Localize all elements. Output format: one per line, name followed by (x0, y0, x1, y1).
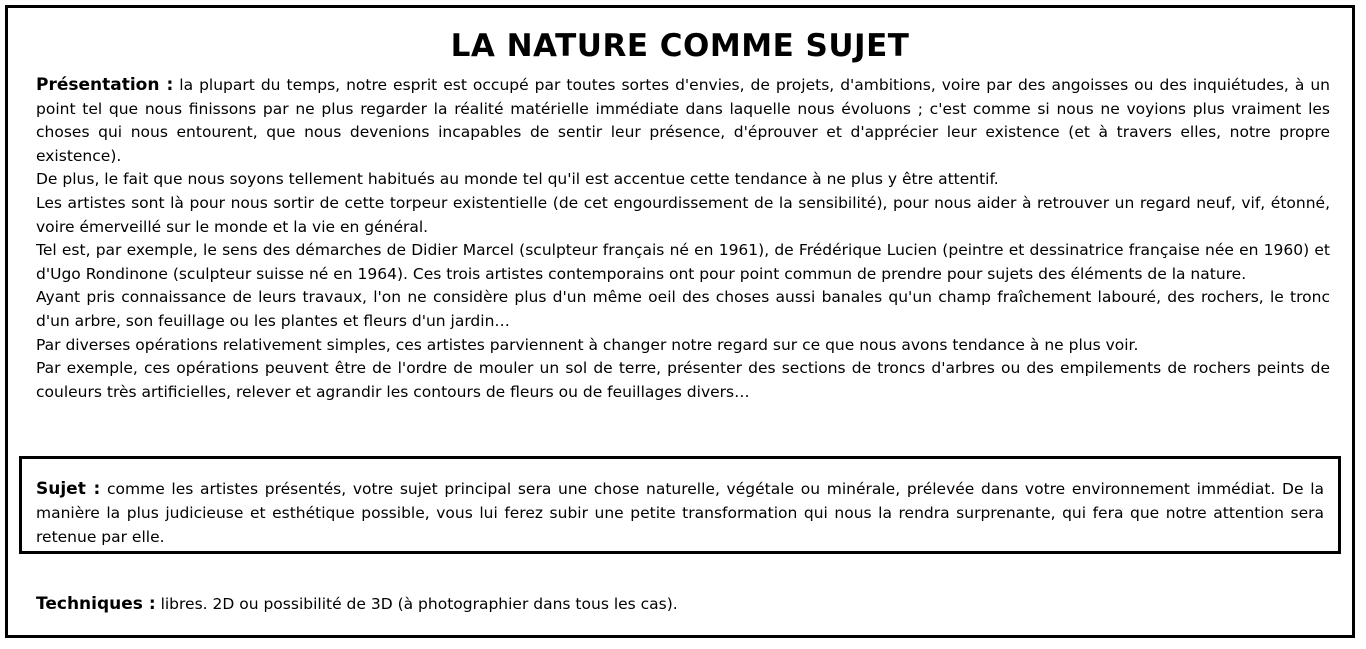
presentation-paragraph: Les artistes sont là pour nous sortir de cette torpeur existentielle (de cet engourdissement de la sensibilité), pour nous aider à retrouver un regard neuf, vif, étonné, voire émerveillé sur le monde et la vie en général. (36, 193, 1330, 236)
techniques-section (36, 592, 1330, 616)
presentation-paragraph: Par exemple, ces opérations peuvent être de l'ordre de mouler un sol de terre, présenter des sections de troncs d'arbres ou des empilements de rochers peints de couleurs très artificielles, relever et agrandir les contours de fleurs ou de feuillages divers… (36, 359, 1330, 401)
presentation-text: la plupart du temps, notre esprit est occupé par toutes sortes d'envies, de projets, d'ambitions, voire par des angoisses ou des inquiétudes, à un point tel que nous finissons par ne plus regarder la réalité matérielle immédiate dans laquelle nous évoluons ; c'est comme si nous ne voyions plus vraiment les choses qui nous entourent, que nous devenions incapables de sentir leur présence, d'éprouver et d'apprécier leur existence (et à travers elles, notre propre existence). (36, 76, 1330, 165)
sujet-label: Sujet : (36, 479, 101, 499)
techniques-text: libres. 2D ou possibilité de 3D (à photographier dans tous les cas). (160, 595, 678, 613)
presentation-paragraph: Ayant pris connaissance de leurs travaux, l'on ne considère plus d'un même oeil des choses aussi banales qu'un champ fraîchement labouré, des rochers, le tronc d'un arbre, son feuillage ou les plantes et fleurs d'un jardin… (36, 288, 1330, 330)
presentation-paragraph: Tel est, par exemple, le sens des démarches de Didier Marcel (sculpteur français né en 1961), de Frédérique Lucien (peintre et dessinatrice française née en 1960) et d'Ugo Rondinone (sculpteur suisse né en 1964). Ces trois artistes contemporains ont pour point commun de prendre pour sujets des éléments de la nature. (36, 241, 1330, 283)
page-title: LA NATURE COMME SUJET (450, 28, 910, 64)
document-page (5, 5, 1355, 638)
presentation-paragraph (36, 74, 1330, 168)
presentation-paragraph: Par diverses opérations relativement simples, ces artistes parviennent à changer notre regard sur ce que nous avons tendance à ne plus voir. (36, 335, 1139, 354)
techniques-label: Techniques : (36, 594, 156, 614)
presentation-paragraph: De plus, le fait que nous soyons tellement habitués au monde tel qu'il est accentue cette tendance à ne plus y être attentif. (36, 170, 999, 189)
sujet-box (19, 456, 1341, 554)
presentation-section (36, 74, 1330, 404)
presentation-label: Présentation : (36, 75, 174, 95)
sujet-text: comme les artistes présentés, votre sujet principal sera une chose naturelle, végétale ou minérale, prélevée dans votre environnement immédiat. De la manière la plus judicieuse et esthétique possible, vous lui ferez subir une petite transformation qui nous la rendra surprenante, qui fera que notre attention sera retenue par elle. (36, 480, 1324, 546)
